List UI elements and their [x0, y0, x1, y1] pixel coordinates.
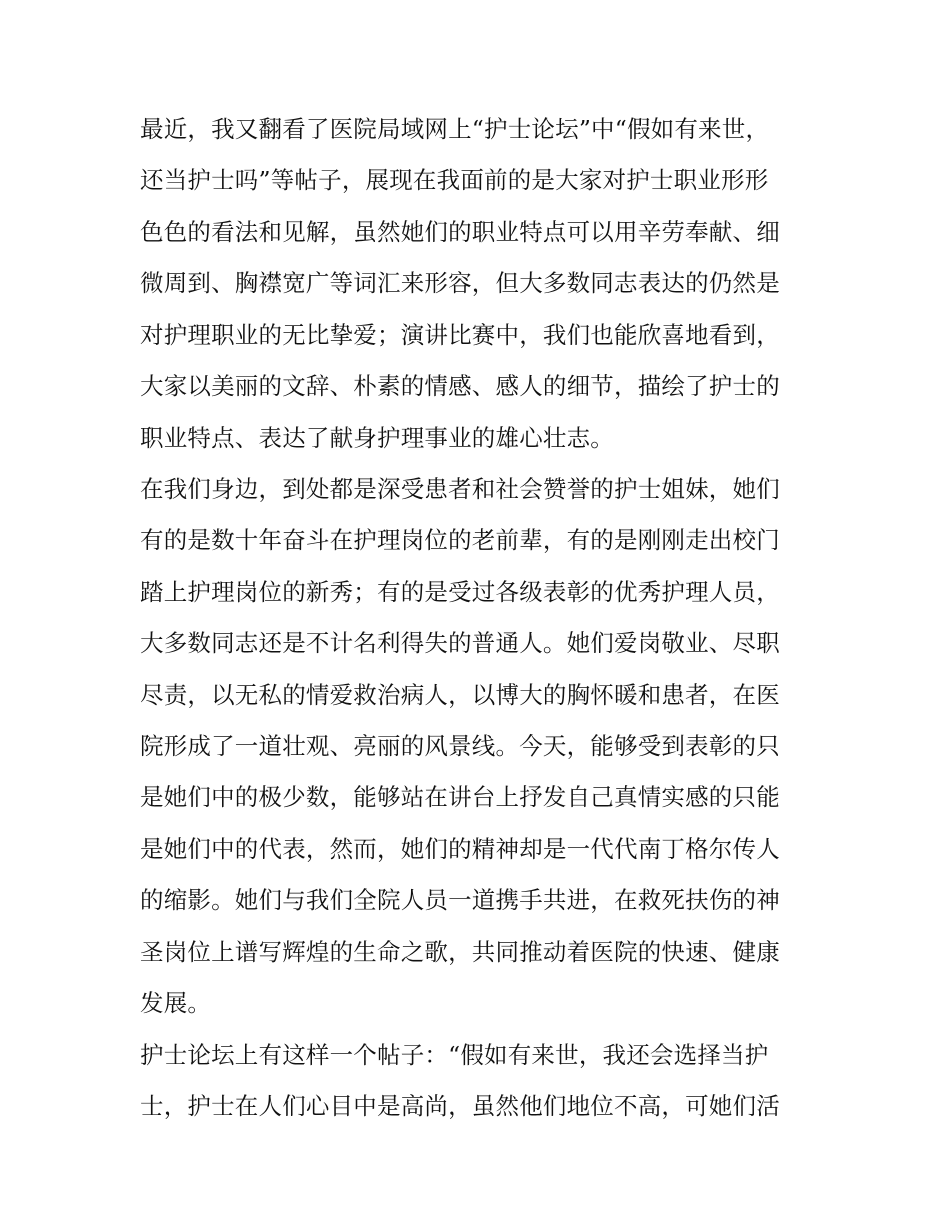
- text-line: 是她们中的极少数，能够站在讲台上抒发自己真情实感的只能: [140, 783, 780, 811]
- text-line: 最近，我又翻看了医院局域网上“护士论坛”中“假如有来世，: [140, 115, 770, 143]
- text-line: 踏上护理岗位的新秀；有的是受过各级表彰的优秀护理人员，: [140, 578, 780, 606]
- text-line: 是她们中的代表，然而，她们的精神却是一代代南丁格尔传人: [140, 835, 780, 863]
- text-line: 护士论坛上有这样一个帖子：“假如有来世，我还会选择当护: [140, 1041, 769, 1069]
- text-line: 职业特点、表达了献身护理事业的雄心壮志。: [140, 424, 614, 452]
- text-line: 在我们身边，到处都是深受患者和社会赞誉的护士姐妹，她们: [140, 475, 780, 503]
- text-line: 对护理职业的无比挚爱；演讲比赛中，我们也能欣喜地看到，: [140, 321, 780, 349]
- text-line: 大多数同志还是不计名利得失的普通人。她们爱岗敬业、尽职: [140, 629, 780, 657]
- text-line: 发展。: [140, 989, 212, 1017]
- text-line: 的缩影。她们与我们全院人员一道携手共进，在救死扶伤的神: [140, 886, 780, 914]
- text-line: 士，护士在人们心目中是高尚，虽然他们地位不高，可她们活: [140, 1092, 780, 1120]
- text-line: 圣岗位上谱写辉煌的生命之歌，共同推动着医院的快速、健康: [140, 938, 780, 966]
- text-line: 微周到、胸襟宽广等词汇来形容，但大多数同志表达的仍然是: [140, 269, 780, 297]
- text-line: 色色的看法和见解，虽然她们的职业特点可以用辛劳奉献、细: [140, 218, 780, 246]
- text-line: 还当护士吗”等帖子，展现在我面前的是大家对护士职业形形: [140, 166, 769, 194]
- text-line: 有的是数十年奋斗在护理岗位的老前辈，有的是刚刚走出校门: [140, 526, 780, 554]
- text-line: 大家以美丽的文辞、朴素的情感、感人的细节，描绘了护士的: [140, 372, 780, 400]
- text-line: 尽责，以无私的情爱救治病人，以博大的胸怀暖和患者，在医: [140, 681, 780, 709]
- text-line: 院形成了一道壮观、亮丽的风景线。今天，能够受到表彰的只: [140, 732, 780, 760]
